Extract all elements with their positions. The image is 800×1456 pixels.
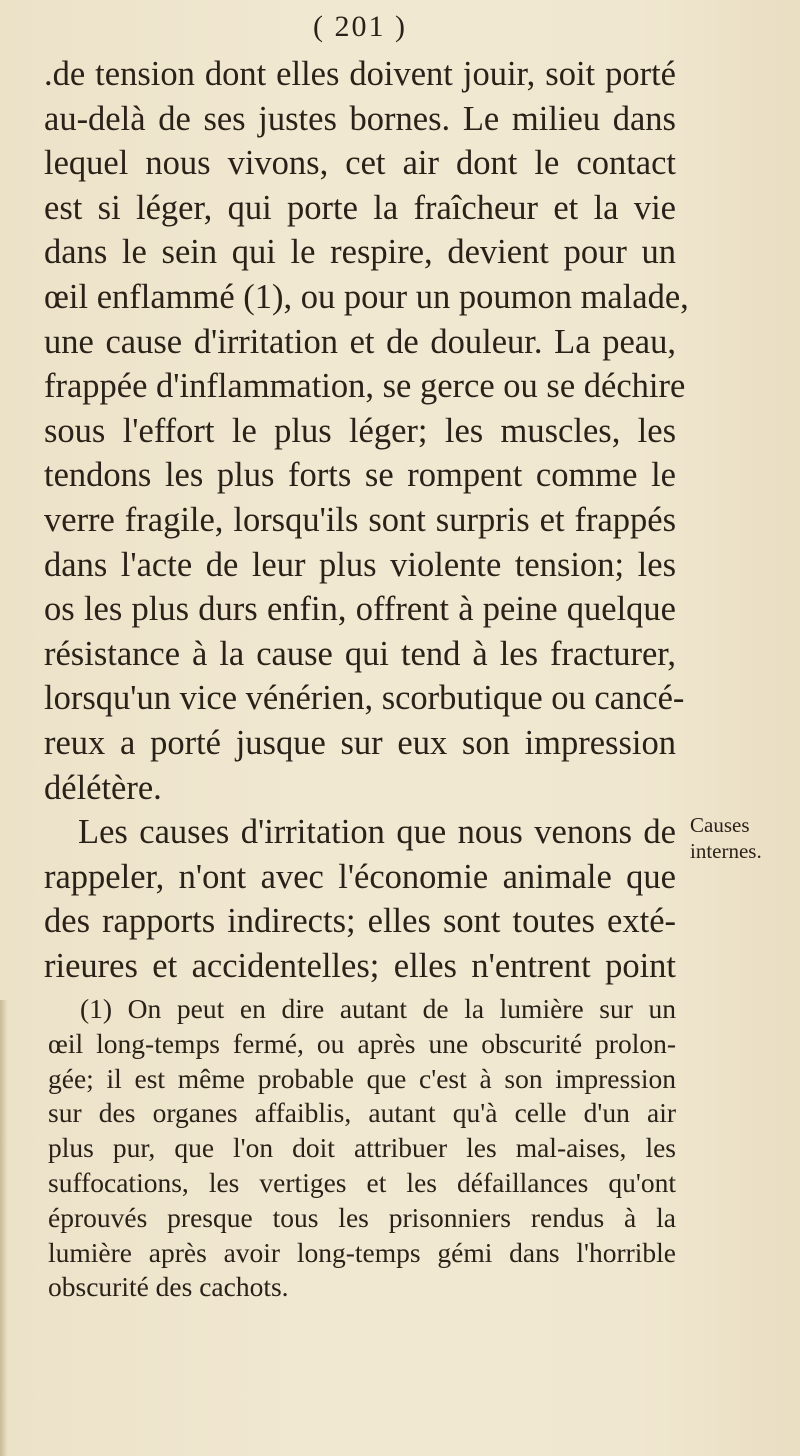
footnote-line: sur des organes affaiblis, autant qu'à celle d'un air bbox=[48, 1097, 676, 1129]
text-line: frappée d'inflammation, se gerce ou se déchire bbox=[44, 367, 686, 406]
text-line: .de tension dont elles doivent jouir, soit porté bbox=[44, 55, 676, 93]
text-line: lequel nous vivons, cet air dont le contact bbox=[44, 144, 676, 183]
footnote bbox=[48, 992, 676, 1305]
footnote-line: éprouvés presque tous les prisonniers rendus à la bbox=[48, 1201, 676, 1233]
text-line: une cause d'irritation et de douleur. La peau, bbox=[44, 322, 676, 361]
text-line: rappeler, n'ont avec l'économie animale que bbox=[44, 857, 676, 896]
text-line: délétère. bbox=[44, 768, 162, 807]
text-line: œil enflammé (1), ou pour un poumon malade, bbox=[44, 277, 689, 316]
footnote-line: lumière après avoir long-temps gémi dans l'horrible bbox=[48, 1236, 676, 1268]
footnote-line: gée; il est même probable que c'est à son impression bbox=[48, 1062, 676, 1094]
main-text-block bbox=[44, 52, 689, 988]
margin-note-line: Causes bbox=[690, 813, 750, 837]
text-line: reux a porté jusque sur eux son impression bbox=[44, 723, 676, 762]
text-line: est si léger, qui porte la fraîcheur et la vie bbox=[44, 188, 676, 227]
margin-note-line: internes. bbox=[690, 839, 762, 863]
text-line: sous l'effort le plus léger; les muscles, les bbox=[44, 411, 676, 450]
margin-note bbox=[690, 812, 800, 864]
text-line: tendons les plus forts se rompent comme le bbox=[44, 456, 676, 495]
footnote-line: œil long-temps fermé, ou après une obscurité prolon- bbox=[48, 1027, 676, 1059]
text-line: dans le sein qui le respire, devient pour un bbox=[44, 233, 676, 272]
footnote-line: (1) On peut en dire autant de la lumière sur un bbox=[80, 993, 676, 1024]
footnote-line: suffocations, les vertiges et les défaillances qu'ont bbox=[48, 1166, 676, 1198]
text-line: lorsqu'un vice vénérien, scorbutique ou cancé- bbox=[44, 679, 685, 718]
text-line: dans l'acte de leur plus violente tension; les bbox=[44, 545, 676, 584]
page-shadow-edge bbox=[0, 1000, 8, 1456]
text-line: verre fragile, lorsqu'ils sont surpris et frappés bbox=[44, 500, 676, 539]
text-line: résistance à la cause qui tend à les fracturer, bbox=[44, 634, 676, 673]
footnote-line: plus pur, que l'on doit attribuer les mal-aises, les bbox=[48, 1132, 676, 1164]
paragraph-start-line: Les causes d'irritation que nous venons de bbox=[78, 813, 676, 852]
text-line: os les plus durs enfin, offrent à peine quelque bbox=[44, 590, 676, 629]
text-line: des rapports indirects; elles sont toutes exté- bbox=[44, 902, 676, 941]
text-line: rieures et accidentelles; elles n'entrent point bbox=[44, 946, 676, 985]
footnote-line: obscurité des cachots. bbox=[48, 1271, 289, 1303]
text-line: au-delà de ses justes bornes. Le milieu dans bbox=[44, 99, 676, 138]
page-number-header: ( 201 ) bbox=[313, 10, 407, 43]
